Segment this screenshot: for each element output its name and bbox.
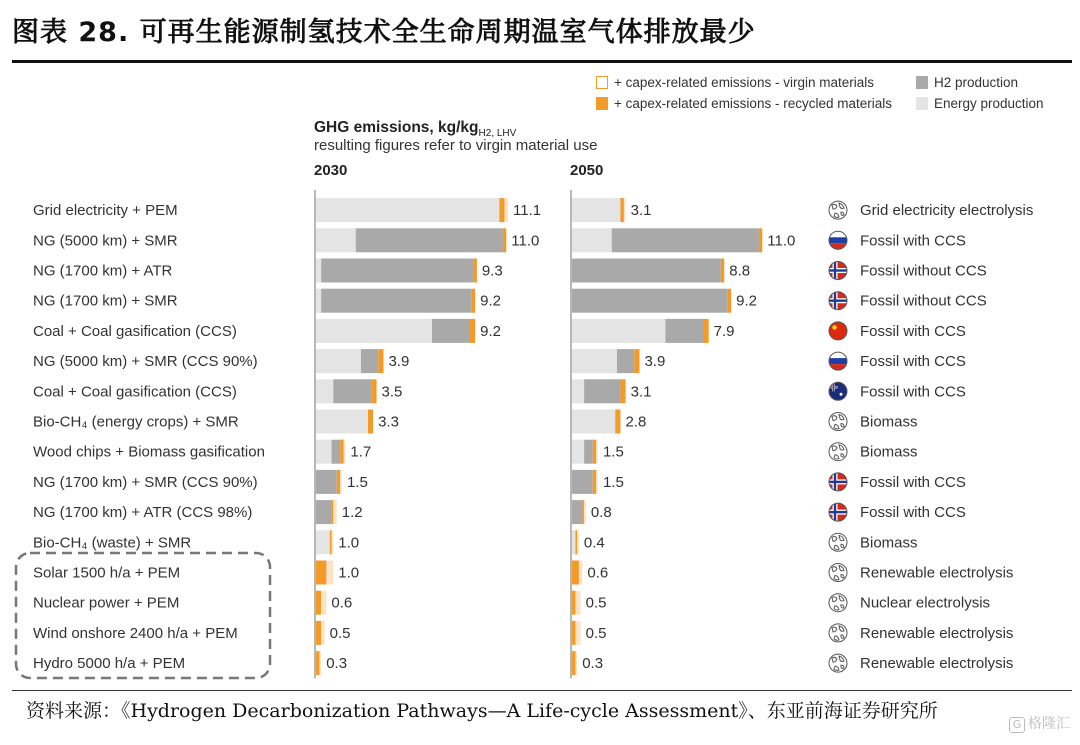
- bar-2030-capex_virgin-14: [321, 621, 324, 645]
- bar-2050-h2_production-2: [572, 259, 721, 283]
- bar-2050-capex_recycled-15: [572, 651, 575, 675]
- type-label-1: Fossil with CCS: [860, 232, 966, 250]
- globe-icon: [829, 594, 847, 612]
- type-label-0: Grid electricity electrolysis: [860, 202, 1034, 220]
- flag-star: [840, 393, 843, 396]
- data-label-2030-10: 1.2: [341, 504, 363, 522]
- bar-2050-capex_recycled-13: [572, 591, 575, 615]
- bar-2050-energy_production-0: [572, 198, 620, 222]
- category-label-10: NG (1700 km) + ATR (CCS 98%): [33, 504, 253, 522]
- bar-2050-capex_virgin-11: [577, 530, 579, 554]
- bar-2030-capex_virgin-8: [344, 440, 346, 464]
- bar-2030-capex_recycled-15: [316, 651, 319, 675]
- category-label-6: Coal + Coal gasification (CCS): [33, 383, 237, 401]
- bar-2030-energy_production-2: [316, 259, 321, 283]
- flag-cross-v: [834, 473, 836, 491]
- bar-2050-energy_production-7: [572, 410, 615, 434]
- source-note: 资料来源：《Hydrogen Decarbonization Pathways—A Life-cycle Assessment》、东亚前海证券研究所: [26, 700, 938, 722]
- bar-2030-capex_recycled-10: [332, 500, 334, 524]
- bar-2050-capex_virgin-8: [596, 440, 598, 464]
- data-label-2050-4: 7.9: [713, 322, 735, 340]
- data-label-2030-0: 11.1: [513, 202, 542, 220]
- flag-australia-icon: [829, 382, 847, 400]
- bar-2030-capex_virgin-12: [326, 561, 333, 585]
- data-label-2050-12: 0.6: [587, 564, 609, 582]
- flag-cross-v: [834, 262, 836, 280]
- data-label-2050-13: 0.5: [585, 594, 607, 612]
- page-title: 图表 28. 可再生能源制氢技术全生命周期温室气体排放最少: [12, 17, 756, 48]
- flag-cross-h: [829, 269, 847, 271]
- bar-2050-capex_recycled-0: [620, 198, 623, 222]
- type-label-9: Fossil with CCS: [860, 473, 966, 491]
- type-label-13: Nuclear electrolysis: [860, 594, 991, 612]
- bar-2030-capex_recycled-1: [503, 228, 506, 252]
- bar-2030-h2_production-3: [321, 289, 472, 313]
- bar-2030-capex_virgin-11: [332, 530, 334, 554]
- type-label-14: Renewable electrolysis: [860, 624, 1014, 642]
- bar-2030-energy_production-5: [316, 349, 361, 373]
- legend-label-capex-recycled: + capex-related emissions - recycled materials: [614, 96, 892, 111]
- flag-norway-icon: [829, 473, 847, 491]
- bar-2050-energy_production-4: [572, 319, 665, 343]
- bar-2050-h2_production-4: [665, 319, 703, 343]
- category-label-1: NG (5000 km) + SMR: [33, 232, 178, 250]
- bar-2030-h2_production-8: [332, 440, 341, 464]
- data-label-2050-15: 0.3: [582, 655, 604, 673]
- bar-2030-capex_recycled-9: [337, 470, 340, 494]
- bar-2050-capex_recycled-7: [615, 410, 620, 434]
- globe-icon: [829, 413, 847, 431]
- type-label-11: Biomass: [860, 534, 918, 552]
- bar-2050-capex_recycled-12: [572, 561, 579, 585]
- bar-2030-h2_production-4: [432, 319, 470, 343]
- data-label-2050-9: 1.5: [602, 473, 624, 491]
- bar-2030-capex_virgin-9: [340, 470, 342, 494]
- data-label-2030-7: 3.3: [378, 413, 399, 431]
- bar-2030-h2_production-9: [316, 470, 337, 494]
- watermark: [1009, 713, 1070, 733]
- type-label-2: Fossil without CCS: [860, 262, 987, 280]
- bar-2030-capex_recycled-0: [499, 198, 504, 222]
- bar-2050-energy_production-11: [572, 530, 575, 554]
- flag-cross-h: [829, 511, 847, 513]
- bar-2030-capex_virgin-10: [333, 500, 336, 524]
- watermark-text: 格隆汇: [1028, 716, 1070, 732]
- flag-china-icon: [829, 322, 847, 340]
- data-label-2030-2: 9.3: [481, 262, 503, 280]
- bar-2050-capex_virgin-14: [575, 621, 580, 645]
- bar-2030-capex_recycled-8: [340, 440, 343, 464]
- bar-2050-capex_recycled-9: [593, 470, 596, 494]
- category-label-15: Hydro 5000 h/a + PEM: [33, 655, 186, 673]
- type-label-6: Fossil with CCS: [860, 383, 966, 401]
- bar-2050-energy_production-1: [572, 228, 612, 252]
- flag-norway-icon: [829, 262, 847, 280]
- data-label-2030-12: 1.0: [338, 564, 360, 582]
- bar-2050-capex_recycled-8: [593, 440, 596, 464]
- type-label-7: Biomass: [860, 413, 918, 431]
- flag-star: [832, 325, 836, 329]
- bar-2030-capex_recycled-7: [368, 410, 373, 434]
- bar-2050-capex_virgin-9: [596, 470, 598, 494]
- category-label-12: Solar 1500 h/a + PEM: [33, 564, 181, 582]
- category-label-4: Coal + Coal gasification (CCS): [33, 322, 237, 340]
- flag-russia-icon: [829, 352, 847, 370]
- panel-label-2030: 2030: [314, 162, 348, 179]
- globe-icon: [829, 564, 847, 582]
- bar-2030-h2_production-5: [361, 349, 378, 373]
- bar-2050-capex_recycled-3: [728, 289, 731, 313]
- globe-icon: [829, 654, 847, 672]
- data-label-2030-13: 0.6: [331, 594, 353, 612]
- bar-2030-capex_virgin-13: [321, 591, 326, 615]
- flag-russia-icon: [829, 231, 847, 249]
- chart-title: GHG emissions, $kg/kg_{H2, LHV}$: [314, 119, 517, 139]
- bar-2030-h2_production-1: [356, 228, 503, 252]
- category-label-5: NG (5000 km) + SMR (CCS 90%): [33, 353, 258, 371]
- bar-2030-capex_recycled-3: [472, 289, 475, 313]
- bar-2030-h2_production-10: [316, 500, 332, 524]
- type-label-4: Fossil with CCS: [860, 322, 966, 340]
- data-label-2030-15: 0.3: [326, 655, 348, 673]
- category-label-14: Wind onshore 2400 h/a + PEM: [33, 624, 238, 642]
- bar-2030-capex_recycled-14: [316, 621, 321, 645]
- flag-cross-h: [829, 481, 847, 483]
- bar-2050-energy_production-5: [572, 349, 617, 373]
- bar-2050-capex_recycled-6: [620, 379, 625, 403]
- category-label-13: Nuclear power + PEM: [33, 594, 180, 612]
- category-label-0: Grid electricity + PEM: [33, 202, 178, 220]
- type-label-15: Renewable electrolysis: [860, 655, 1014, 673]
- data-label-2050-6: 3.1: [630, 383, 652, 401]
- bar-2050-capex_virgin-15: [575, 651, 577, 675]
- bar-2050-energy_production-8: [572, 440, 584, 464]
- data-label-2030-8: 1.7: [350, 443, 372, 461]
- bar-2030-energy_production-8: [316, 440, 332, 464]
- bar-2050-capex_recycled-5: [634, 349, 639, 373]
- legend-label-energy-production: Energy production: [934, 96, 1044, 111]
- flag-stripe-blue: [829, 358, 847, 364]
- data-label-2050-2: 8.8: [729, 262, 751, 280]
- bar-2050-capex_virgin-12: [579, 561, 582, 585]
- bar-2050-capex_virgin-0: [624, 198, 626, 222]
- bar-2050-h2_production-9: [572, 470, 593, 494]
- data-label-2030-6: 3.5: [381, 383, 403, 401]
- bar-2050-capex_recycled-14: [572, 621, 575, 645]
- bar-2050-capex_recycled-1: [759, 228, 762, 252]
- category-label-2: NG (1700 km) + ATR: [33, 262, 173, 280]
- globe-icon: [829, 624, 847, 642]
- bar-2050-capex_recycled-10: [582, 500, 584, 524]
- flag-cross-h: [829, 300, 847, 302]
- category-label-3: NG (1700 km) + SMR: [33, 292, 178, 310]
- source-rule: [12, 690, 1072, 691]
- bar-2050-h2_production-5: [617, 349, 634, 373]
- bar-2030-capex_recycled-4: [470, 319, 475, 343]
- data-label-2030-9: 1.5: [346, 473, 368, 491]
- data-label-2050-11: 0.4: [583, 534, 605, 552]
- bar-2030-energy_production-4: [316, 319, 432, 343]
- bar-2050-energy_production-6: [572, 379, 584, 403]
- data-label-2050-10: 0.8: [590, 504, 612, 522]
- category-label-7: Bio-CH₄ (energy crops) + SMR: [33, 413, 239, 431]
- bar-2050-h2_production-3: [572, 289, 728, 313]
- type-label-12: Renewable electrolysis: [860, 564, 1014, 582]
- type-label-3: Fossil without CCS: [860, 292, 987, 310]
- data-label-2050-0: 3.1: [630, 202, 652, 220]
- data-label-2030-3: 9.2: [480, 292, 502, 310]
- data-label-2050-8: 1.5: [602, 443, 624, 461]
- bar-2030-h2_production-2: [321, 259, 473, 283]
- bar-2030-capex_recycled-2: [473, 259, 476, 283]
- data-label-2030-11: 1.0: [338, 534, 360, 552]
- data-label-2030-5: 3.9: [388, 353, 410, 371]
- data-label-2050-14: 0.5: [585, 624, 607, 642]
- bar-2030-energy_production-1: [316, 228, 356, 252]
- type-label-10: Fossil with CCS: [860, 504, 966, 522]
- flag-cross-v: [834, 503, 836, 521]
- bar-2050-h2_production-6: [584, 379, 620, 403]
- globe-icon: [829, 533, 847, 551]
- chart-marks: [33, 190, 1033, 678]
- category-label-11: Bio-CH₄ (waste) + SMR: [33, 534, 192, 552]
- bar-2050-capex_virgin-13: [575, 591, 580, 615]
- bar-2030-capex_virgin-15: [319, 651, 321, 675]
- bar-2030-h2_production-6: [333, 379, 371, 403]
- bar-2030-energy_production-0: [316, 198, 499, 222]
- bar-2030-capex_virgin-0: [505, 198, 508, 222]
- data-label-2030-14: 0.5: [329, 624, 351, 642]
- legend-label-h2-production: H2 production: [934, 75, 1019, 90]
- data-label-2050-7: 2.8: [625, 413, 647, 431]
- bar-2030-energy_production-7: [316, 410, 368, 434]
- category-label-8: Wood chips + Biomass gasification: [33, 443, 265, 461]
- legend-label-capex-virgin: + capex-related emissions - virgin materials: [614, 75, 874, 90]
- bar-2050-capex_recycled-2: [721, 259, 724, 283]
- panel-label-2050: 2050: [570, 162, 604, 179]
- watermark-logo-icon: G: [1009, 717, 1025, 733]
- flag-stripe-blue: [829, 237, 847, 243]
- type-label-8: Biomass: [860, 443, 918, 461]
- bar-2050-capex_virgin-10: [584, 500, 586, 524]
- data-label-2030-1: 11.0: [511, 232, 540, 250]
- bar-2050-capex_recycled-4: [703, 319, 708, 343]
- flag-norway-icon: [829, 503, 847, 521]
- bar-2030-energy_production-3: [316, 289, 321, 313]
- type-label-5: Fossil with CCS: [860, 353, 966, 371]
- bar-2030-capex_recycled-6: [371, 379, 376, 403]
- bar-2030-capex_recycled-11: [330, 530, 332, 554]
- flag-norway-icon: [829, 292, 847, 310]
- bar-2050-capex_recycled-11: [575, 530, 577, 554]
- bar-2050-h2_production-10: [572, 500, 582, 524]
- bar-2030-capex_recycled-5: [378, 349, 383, 373]
- chart-subtitle: resulting figures refer to virgin material use: [314, 137, 598, 154]
- data-label-2050-3: 9.2: [736, 292, 758, 310]
- bar-2030-energy_production-11: [316, 530, 330, 554]
- bar-2050-h2_production-1: [612, 228, 759, 252]
- globe-icon: [829, 443, 847, 461]
- bar-2030-capex_recycled-12: [316, 561, 326, 585]
- flag-cross-v: [834, 292, 836, 310]
- bar-2030-capex_recycled-13: [316, 591, 321, 615]
- globe-icon: [829, 201, 847, 219]
- category-label-9: NG (1700 km) + SMR (CCS 90%): [33, 473, 258, 491]
- data-label-2030-4: 9.2: [480, 322, 502, 340]
- bar-2050-h2_production-8: [584, 440, 593, 464]
- data-label-2050-5: 3.9: [644, 353, 666, 371]
- bar-2030-energy_production-6: [316, 379, 333, 403]
- data-label-2050-1: 11.0: [767, 232, 796, 250]
